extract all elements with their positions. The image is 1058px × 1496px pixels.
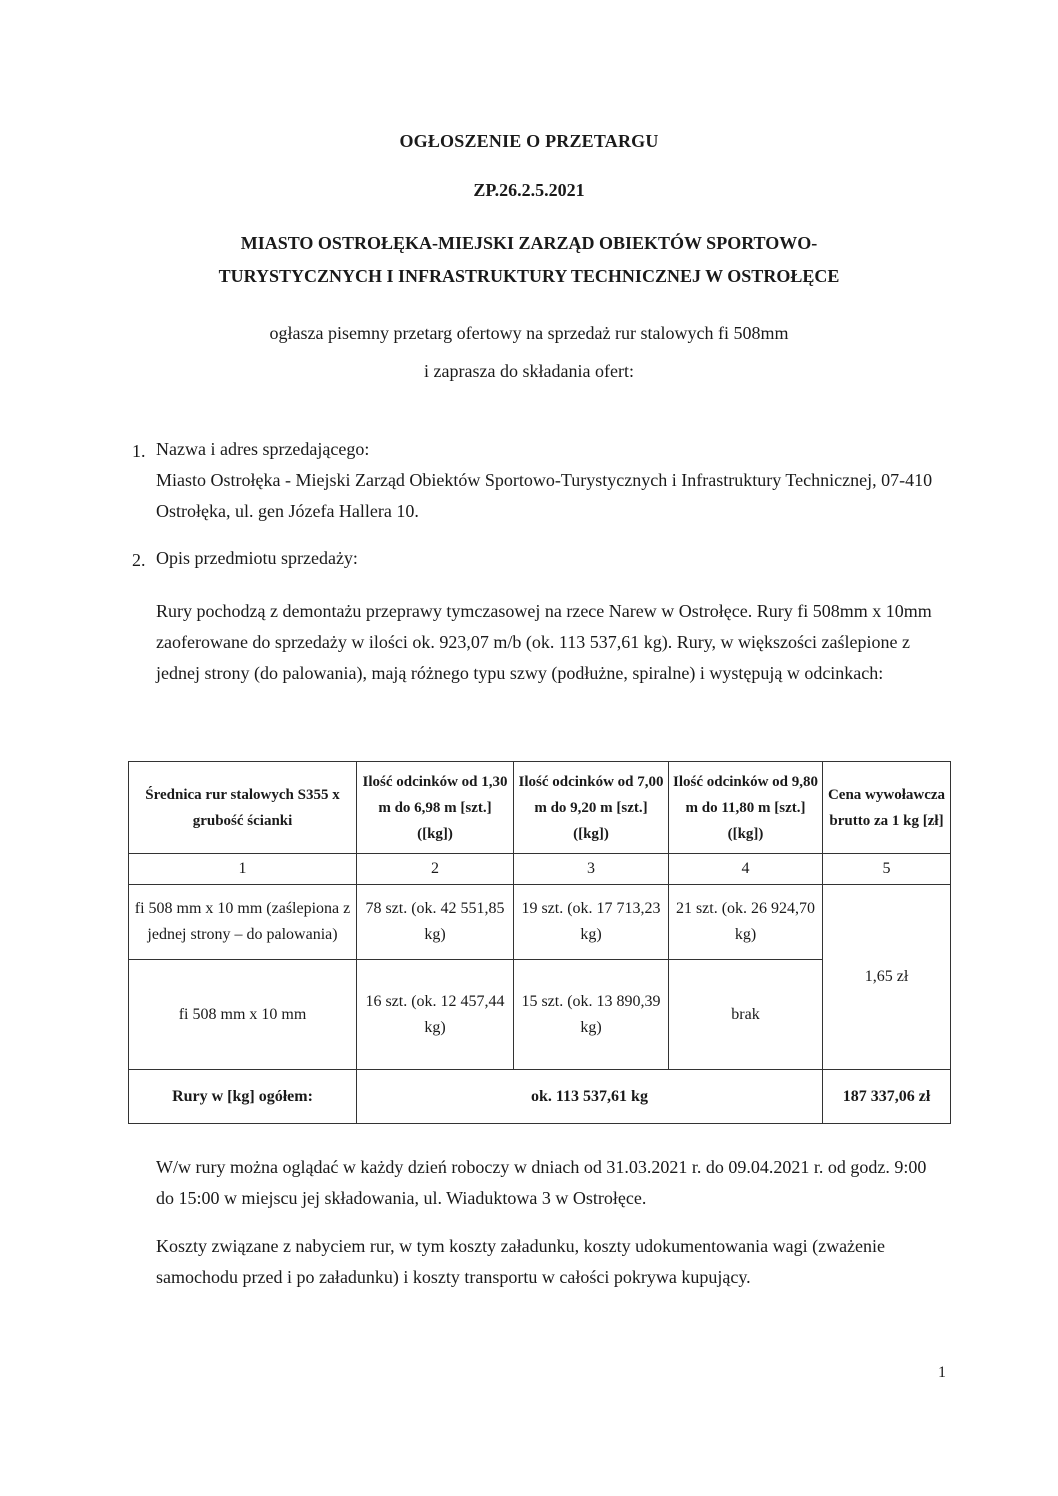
header-diameter: Średnica rur stalowych S355 x grubość ścianki — [129, 762, 357, 854]
organization-line-2: TURYSTYCZNYCH I INFRASTRUKTURY TECHNICZNEJ W OSTROŁĘCE — [218, 266, 840, 286]
section-1-body: Miasto Ostrołęka - Miejski Zarząd Obiektów Sportowo-Turystycznych i Infrastruktury Technicznej, 07-410 Ostrołęka, ul. gen Józefa Hallera 10. — [156, 470, 933, 521]
column-number: 4 — [669, 854, 823, 885]
reference-number: ZP.26.2.5.2021 — [473, 180, 585, 200]
total-row — [129, 1070, 951, 1124]
section-2-number: 2. — [132, 550, 146, 570]
section-2-heading: Opis przedmiotu sprzedaży: — [156, 548, 358, 568]
row-range-1: 78 szt. (ok. 42 551,85 kg) — [357, 885, 514, 960]
intro-line-2: i zaprasza do składania ofert: — [424, 361, 634, 381]
column-number: 1 — [129, 854, 357, 885]
row-range-1: 16 szt. (ok. 12 457,44 kg) — [357, 960, 514, 1070]
page-number: 1 — [938, 1364, 946, 1381]
row-range-3: 21 szt. (ok. 26 924,70 kg) — [669, 885, 823, 960]
total-label: Rury w [kg] ogółem: — [129, 1070, 357, 1124]
header-price: Cena wywoławcza brutto za 1 kg [zł] — [823, 762, 951, 854]
section-1-number: 1. — [132, 441, 146, 461]
organization-line-1: MIASTO OSTROŁĘKA-MIEJSKI ZARZĄD OBIEKTÓW SPORTOWO- — [240, 233, 818, 253]
total-weight: ok. 113 537,61 kg — [357, 1070, 823, 1124]
price-cell: 1,65 zł — [823, 885, 951, 1070]
column-number-row — [129, 854, 951, 885]
table-header-row — [129, 762, 951, 854]
document-title: OGŁOSZENIE O PRZETARGU — [399, 131, 659, 151]
row-diameter: fi 508 mm x 10 mm (zaślepiona z jednej strony – do palowania) — [129, 885, 357, 960]
viewing-paragraph: W/w rury można oglądać w każdy dzień roboczy w dniach od 31.03.2021 r. do 09.04.2021 r. od godz. 9:00 do 15:00 w miejscu jej składowania, ul. Wiaduktowa 3 w Ostrołęce. — [156, 1157, 927, 1208]
column-number: 5 — [823, 854, 951, 885]
row-range-2: 15 szt. (ok. 13 890,39 kg) — [514, 960, 669, 1070]
section-2-body: Rury pochodzą z demontażu przeprawy tymczasowej na rzece Narew w Ostrołęce. Rury fi 508mm x 10mm zaoferowane do sprzedaży w ilości ok. 923,07 m/b (ok. 113 537,61 kg). Rury, w większości zaślepione z jednej strony (do palowania), mają różnego typu szwy (podłużne, spiralne) i występują w odcinkach: — [156, 601, 932, 683]
row-range-3: brak — [669, 960, 823, 1070]
section-1 — [156, 434, 946, 527]
table-row — [129, 885, 951, 960]
section-1-heading: Nazwa i adres sprzedającego: — [156, 439, 370, 459]
header-range-2: Ilość odcinków od 7,00 m do 9,20 m [szt.] ([kg]) — [514, 762, 669, 854]
intro-line-1: ogłasza pisemny przetarg ofertowy na sprzedaż rur stalowych fi 508mm — [269, 323, 789, 343]
header-range-1: Ilość odcinków od 1,30 m do 6,98 m [szt.] ([kg]) — [357, 762, 514, 854]
column-number: 3 — [514, 854, 669, 885]
costs-paragraph: Koszty związane z nabyciem rur, w tym koszty załadunku, koszty udokumentowania wagi (zważenie samochodu przed i po załadunku) i koszty transportu w całości pokrywa kupujący. — [156, 1236, 886, 1287]
header-range-3: Ilość odcinków od 9,80 m do 11,80 m [szt.] ([kg]) — [669, 762, 823, 854]
row-diameter: fi 508 mm x 10 mm — [129, 960, 357, 1070]
column-number: 2 — [357, 854, 514, 885]
row-range-2: 19 szt. (ok. 17 713,23 kg) — [514, 885, 669, 960]
total-price: 187 337,06 zł — [823, 1070, 951, 1124]
pipes-table — [128, 761, 951, 1124]
